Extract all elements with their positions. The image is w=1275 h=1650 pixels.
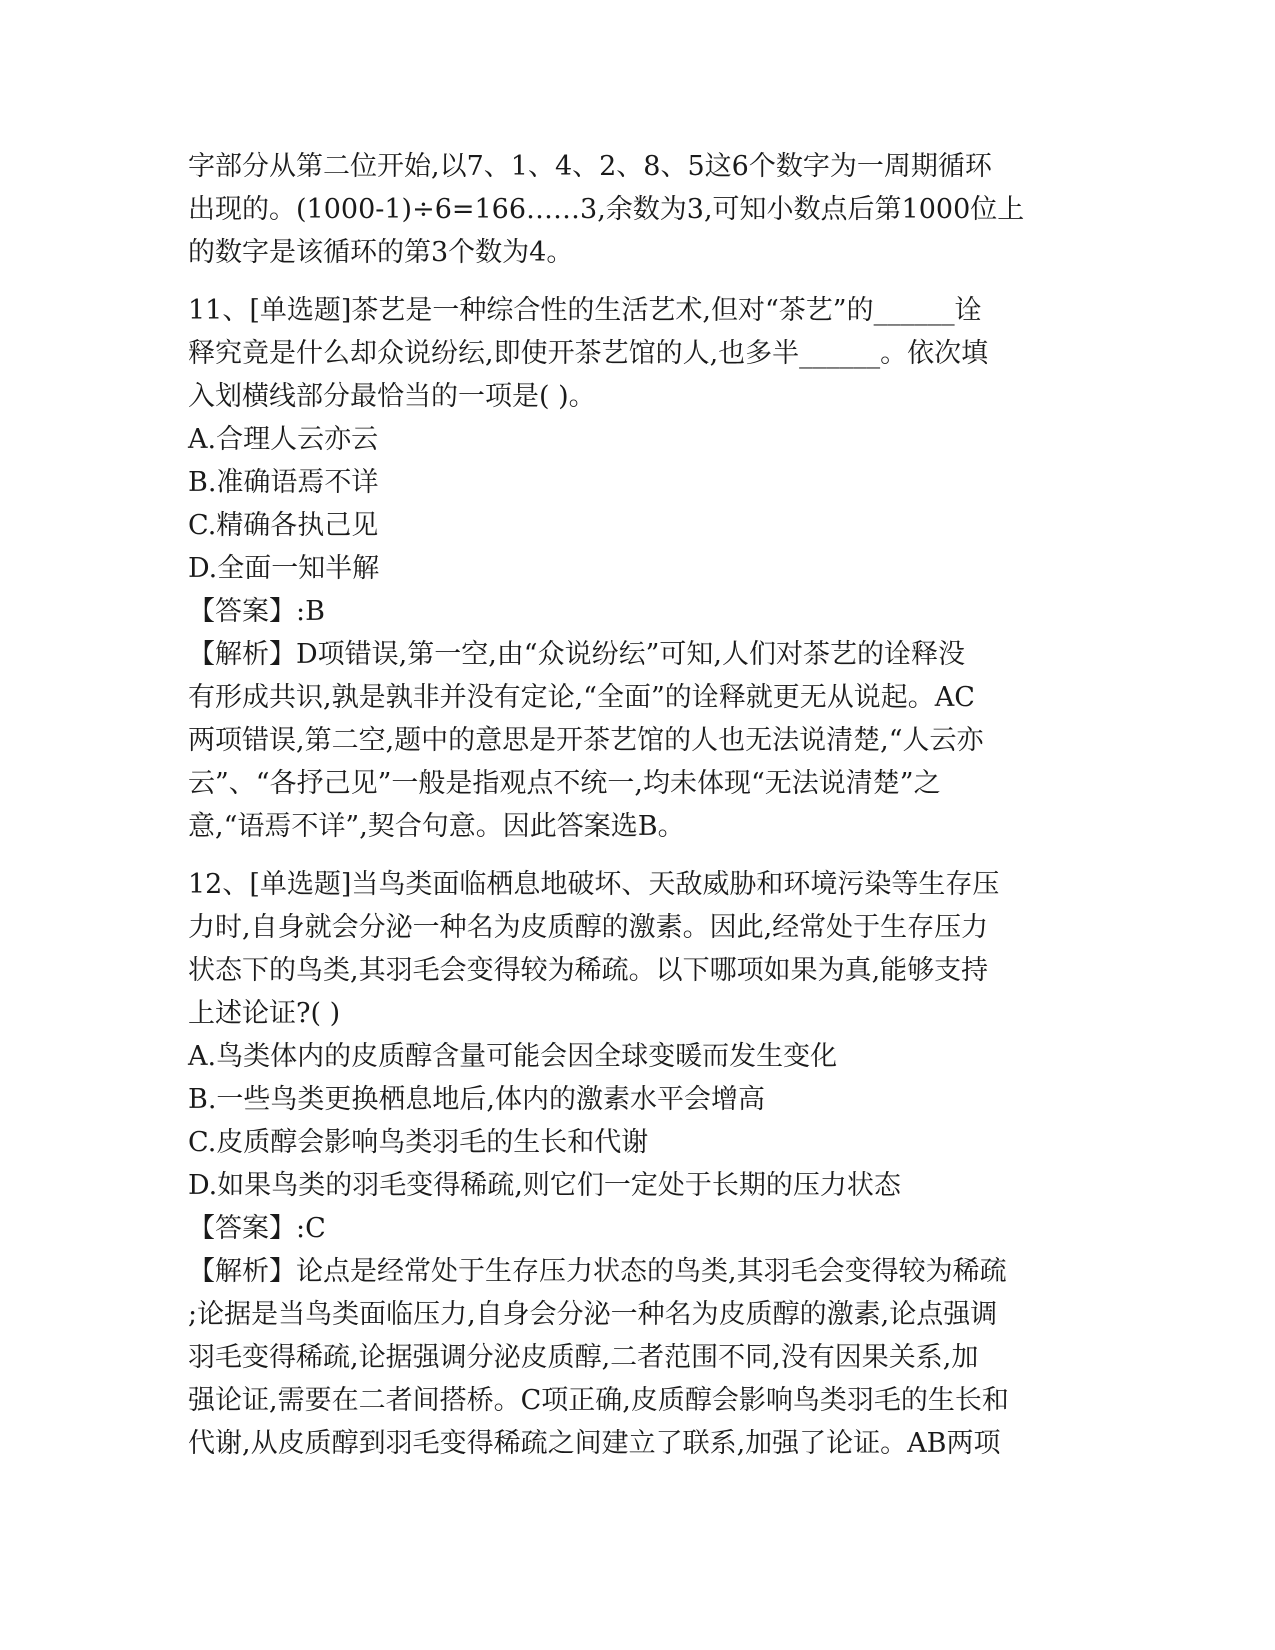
text-line: 字部分从第二位开始,以7、1、4、2、8、5这6个数字为一周期循环 <box>188 151 992 182</box>
question-stem-line: 上述论证?( ) <box>188 998 341 1029</box>
analysis-line: 羽毛变得稀疏,论据强调分泌皮质醇,二者范围不同,没有因果关系,加 <box>188 1342 979 1373</box>
intro-explanation <box>188 145 1088 274</box>
option-c: C.精确各执己见 <box>188 510 379 541</box>
text-line: 出现的。(1000-1)÷6=166……3,余数为3,可知小数点后第1000位上 <box>188 194 1025 225</box>
text-line: 的数字是该循环的第3个数为4。 <box>188 237 574 268</box>
question-12 <box>188 863 1088 1465</box>
answer-line: 【答案】:B <box>188 596 325 627</box>
option-c: C.皮质醇会影响鸟类羽毛的生长和代谢 <box>188 1127 649 1158</box>
option-a: A.鸟类体内的皮质醇含量可能会因全球变暖而发生变化 <box>188 1041 838 1072</box>
analysis-line: 强论证,需要在二者间搭桥。C项正确,皮质醇会影响鸟类羽毛的生长和 <box>188 1385 1009 1416</box>
document-page <box>188 145 1088 1465</box>
analysis-line: 【解析】论点是经常处于生存压力状态的鸟类,其羽毛会变得较为稀疏 <box>188 1256 1007 1287</box>
option-d: D.全面一知半解 <box>188 553 380 584</box>
analysis-line: 意,“语焉不详”,契合句意。因此答案选B。 <box>188 811 685 842</box>
question-11 <box>188 289 1088 848</box>
analysis-line: 有形成共识,孰是孰非并没有定论,“全面”的诠释就更无从说起。AC <box>188 682 975 713</box>
question-stem-line: 11、[单选题]茶艺是一种综合性的生活艺术,但对“茶艺”的______诠 <box>188 295 982 326</box>
question-stem-line: 12、[单选题]当鸟类面临栖息地破坏、天敌威胁和环境污染等生存压 <box>188 869 1000 900</box>
analysis-line: 【解析】D项错误,第一空,由“众说纷纭”可知,人们对茶艺的诠释没 <box>188 639 966 670</box>
option-d: D.如果鸟类的羽毛变得稀疏,则它们一定处于长期的压力状态 <box>188 1170 901 1201</box>
option-b: B.一些鸟类更换栖息地后,体内的激素水平会增高 <box>188 1084 766 1115</box>
question-stem-line: 入划横线部分最恰当的一项是( )。 <box>188 381 596 412</box>
analysis-line: 两项错误,第二空,题中的意思是开茶艺馆的人也无法说清楚,“人云亦 <box>188 725 984 756</box>
question-stem-line: 状态下的鸟类,其羽毛会变得较为稀疏。以下哪项如果为真,能够支持 <box>188 955 989 986</box>
analysis-line: 代谢,从皮质醇到羽毛变得稀疏之间建立了联系,加强了论证。AB两项 <box>188 1428 1001 1459</box>
option-b: B.准确语焉不详 <box>188 467 379 498</box>
analysis-line: 云”、“各抒己见”一般是指观点不统一,均未体现“无法说清楚”之 <box>188 768 941 799</box>
option-a: A.合理人云亦云 <box>188 424 379 455</box>
question-stem-line: 力时,自身就会分泌一种名为皮质醇的激素。因此,经常处于生存压力 <box>188 912 989 943</box>
analysis-line: ;论据是当鸟类面临压力,自身会分泌一种名为皮质醇的激素,论点强调 <box>188 1299 998 1330</box>
question-stem-line: 释究竟是什么却众说纷纭,即使开茶艺馆的人,也多半______。依次填 <box>188 338 989 369</box>
answer-line: 【答案】:C <box>188 1213 326 1244</box>
